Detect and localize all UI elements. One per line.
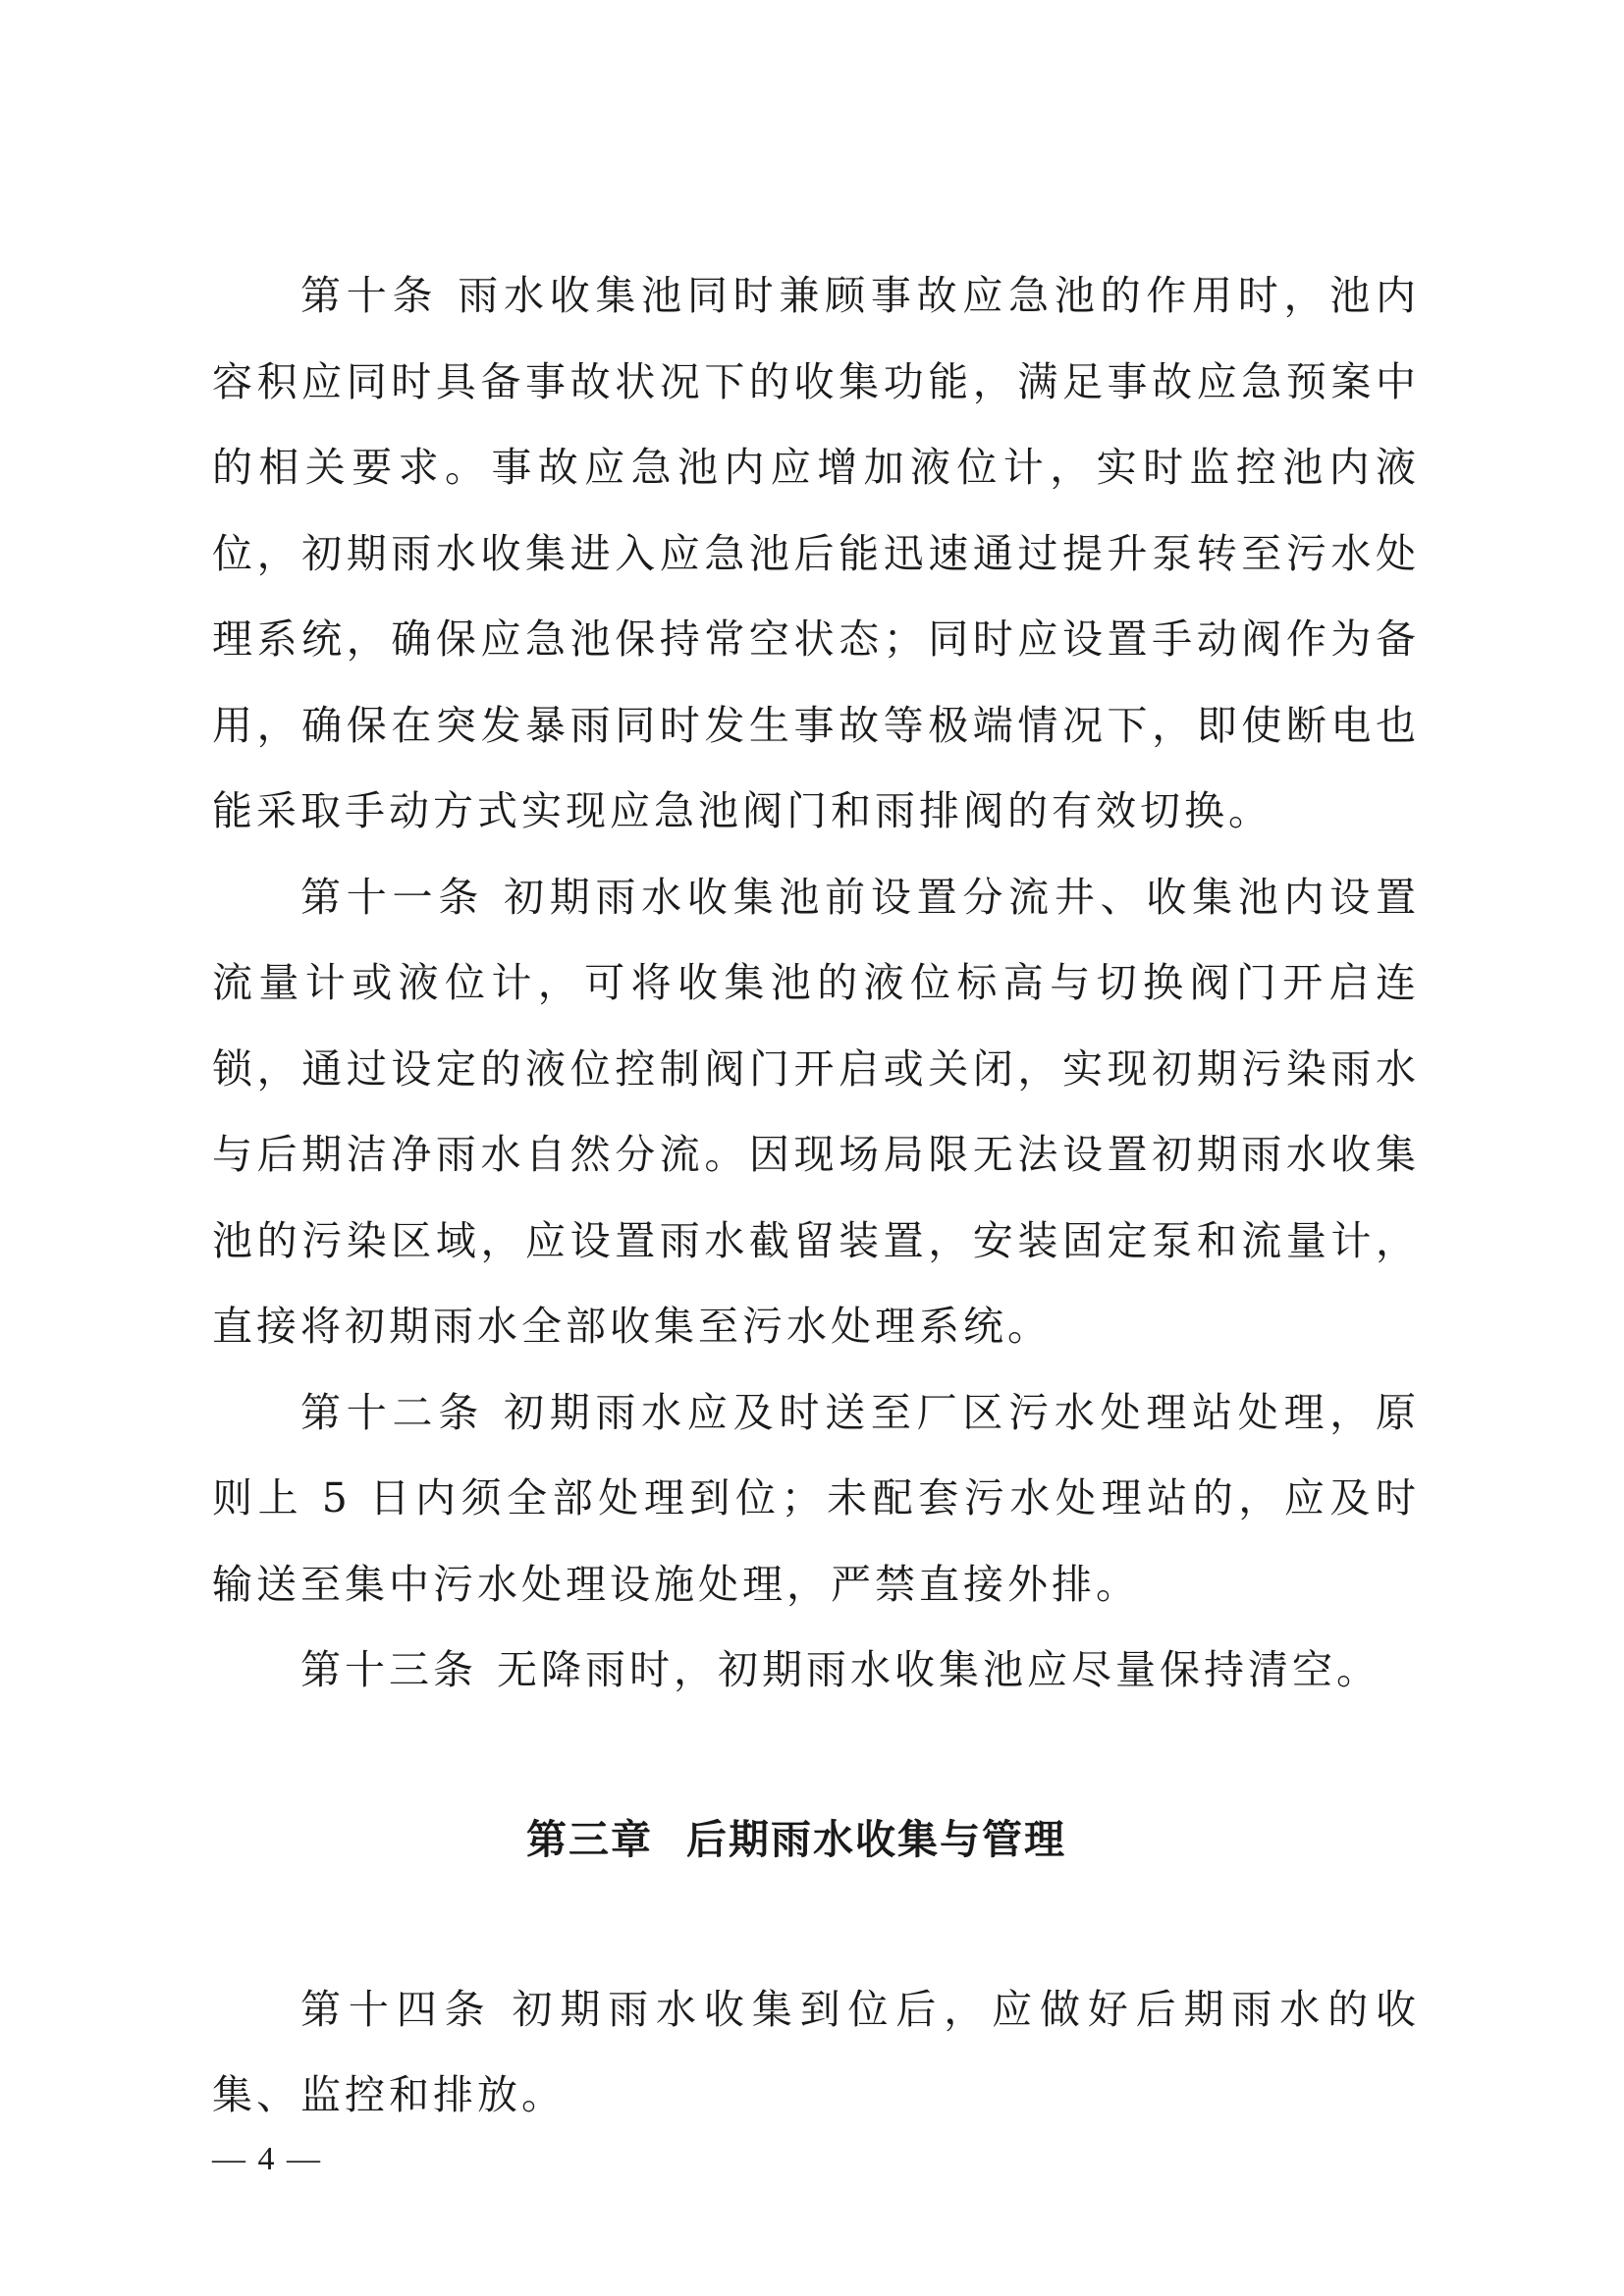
article-text: 初期雨水收集到位后，应做好后期雨水的收集、监控和排放。: [212, 1985, 1421, 2118]
document-body: [212, 253, 1420, 2139]
article-text: 初期雨水收集池前设置分流井、收集池内设置流量计或液位计，可将收集池的液位标高与切换阀门开启连锁，通过设定的液位控制阀门开启或关闭，实现初期污染雨水与后期洁净雨水自然分流。因现场局限无法设置初期雨水收集池的污染区域，应设置雨水截留装置，安装固定泵和流量计，直接将初期雨水全部收集至污水处理系统。: [212, 873, 1421, 1350]
article-text: 无降雨时，初期雨水收集池应尽量保持清空。: [497, 1646, 1380, 1693]
article-13: [212, 1628, 1420, 1714]
article-number: 第十三条: [300, 1646, 477, 1693]
chapter-number: 第三章: [526, 1815, 653, 1863]
article-number: 第十二条: [300, 1388, 484, 1436]
chapter-heading: [212, 1810, 1420, 1869]
page-number: — 4 —: [212, 2141, 322, 2177]
article-12: [212, 1370, 1420, 1629]
article-number: 第十一条: [300, 873, 484, 921]
article-14: [212, 1967, 1420, 2139]
article-number: 第十条: [300, 272, 439, 319]
article-number: 第十四条: [300, 1985, 493, 2033]
chapter-title: 后期雨水收集与管理: [686, 1815, 1066, 1863]
article-text: 初期雨水应及时送至厂区污水处理站处理，原则上 5 日内须全部处理到位；未配套污水处理站的，应及时输送至集中污水处理设施处理，严禁直接外排。: [212, 1388, 1421, 1608]
article-10: [212, 253, 1420, 855]
article-text: 雨水收集池同时兼顾事故应急池的作用时，池内容积应同时具备事故状况下的收集功能，满足事故应急预案中的相关要求。事故应急池内应增加液位计，实时监控池内液位，初期雨水收集进入应急池后能迅速通过提升泵转至污水处理系统，确保应急池保持常空状态；同时应设置手动阀作为备用，确保在突发暴雨同时发生事故等极端情况下，即使断电也能采取手动方式实现应急池阀门和雨排阀的有效切换。: [212, 272, 1420, 834]
article-11: [212, 855, 1420, 1370]
